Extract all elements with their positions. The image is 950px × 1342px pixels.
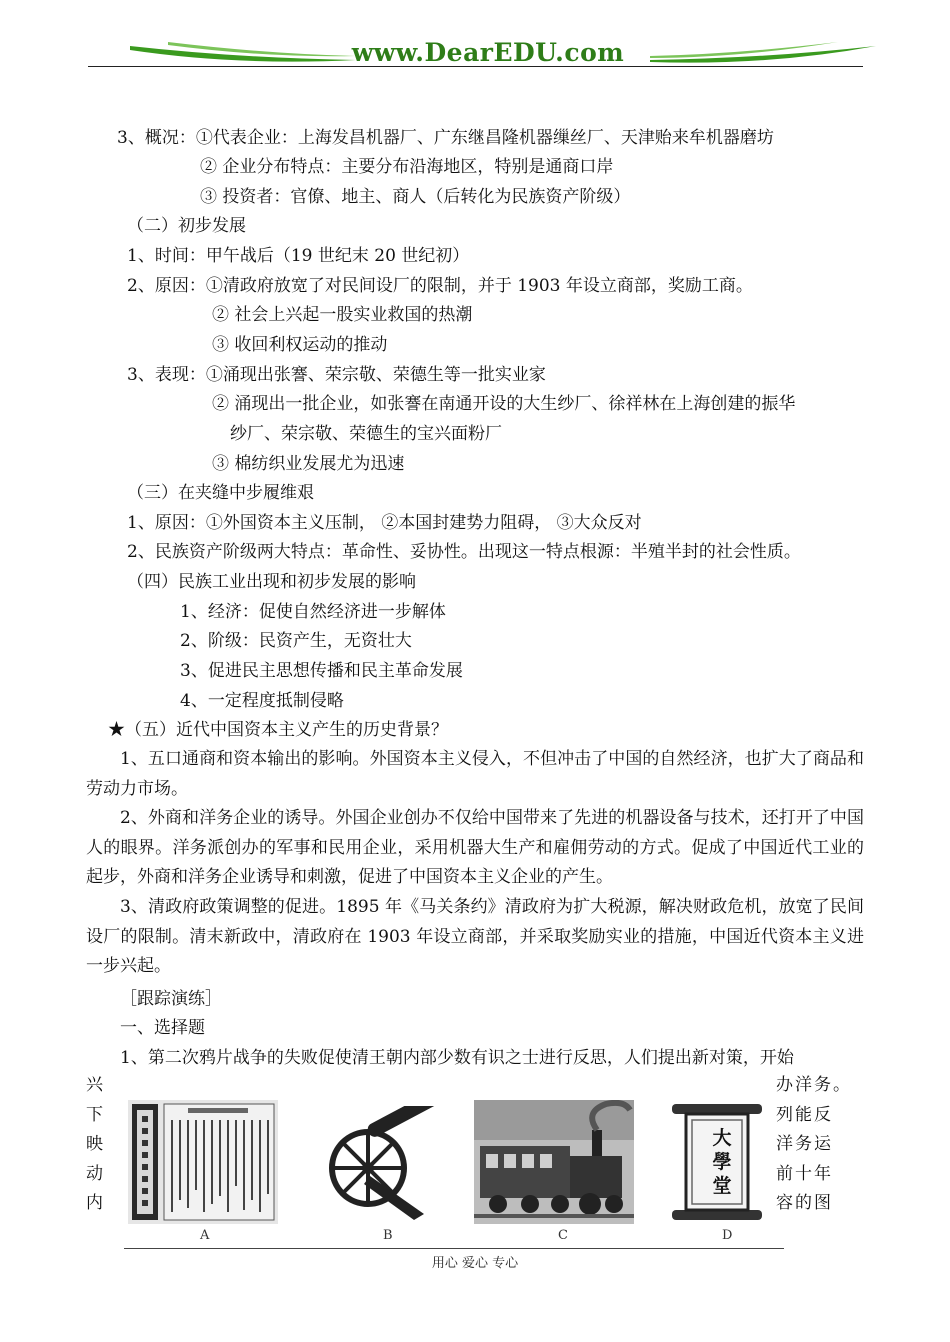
section-3-cause: 1、原因：①外国资本主义压制， ②本国封建势力阻碍， ③大众反对 <box>127 513 642 533</box>
wrap-left-char: 动 <box>86 1163 103 1184</box>
section-2-show-1: 3、表现：①涌现出张謇、荣宗敬、荣德生等一批实业家 <box>127 365 546 385</box>
wrap-right-text: 洋务运 <box>776 1134 833 1155</box>
overview-investors: ③ 投资者：官僚、地主、商人（后转化为民族资产阶级） <box>200 187 631 207</box>
option-b-cannon-image <box>320 1106 460 1224</box>
section-2-cause-1: 2、原因：①清政府放宽了对民间设厂的限制，并于 1903 年设立商部，奖励工商。 <box>127 276 753 296</box>
green-swoosh-right-icon <box>648 36 878 70</box>
section-2-cause-3: ③ 收回利权运动的推动 <box>212 335 388 355</box>
background-paragraph-1: 1、五口通商和资本输出的影响。外国资本主义侵入，不但冲击了中国的自然经济，也扩大了商品和劳动力市场。 <box>86 749 864 799</box>
question-1-line-1: 1、第二次鸦片战争的失败促使清王朝内部少数有识之士进行反思，人们提出新对策，开始 <box>120 1048 794 1068</box>
option-c-train-image <box>474 1100 634 1224</box>
background-paragraph-3: 3、清政府政策调整的促进。1895 年《马关条约》清政府为扩大税源，解决财政危机，放宽了民间设厂的限制。清末新政中，清政府在 1903 年设立商部，并采取奖励实业的措施，中国近代资本主义进一步兴起。 <box>86 897 864 977</box>
option-c-label[interactable]: C <box>558 1228 568 1243</box>
section-3-title: （三）在夹缝中步履维艰 <box>127 483 314 503</box>
question-figure <box>124 1098 784 1250</box>
wrap-left-char: 下 <box>86 1104 103 1125</box>
green-swoosh-left-icon <box>128 36 358 70</box>
option-a-label[interactable]: A <box>200 1228 210 1243</box>
exercise-heading: ［跟踪演练］ <box>120 989 222 1009</box>
section-2-show-3: ③ 棉纺织业发展尤为迅速 <box>212 454 405 474</box>
section-2-show-2a: ② 涌现出一批企业，如张謇在南通开设的大生纱厂、徐祥林在上海创建的振华 <box>212 394 796 414</box>
wrap-left-char: 映 <box>86 1134 103 1155</box>
section-4-item-1: 1、经济：促使自然经济进一步解体 <box>180 602 446 622</box>
site-logo[interactable]: www.DearEDU.com <box>351 38 625 67</box>
header-divider <box>88 66 863 67</box>
option-b-label[interactable]: B <box>383 1228 393 1243</box>
section-4-item-4: 4、一定程度抵制侵略 <box>180 691 344 711</box>
page-footer: 用心 爱心 专心 <box>431 1256 519 1271</box>
question-wrap-right <box>776 1071 864 1219</box>
section-2-cause-2: ② 社会上兴起一股实业救国的热潮 <box>212 305 473 325</box>
background-paragraph-2: 2、外商和洋务企业的诱导。外国企业创办不仅给中国带来了先进的机器设备与技术，还打开了中国人的眼界。洋务派创办的军事和民用企业，采用机器大生产和雇佣劳动的方式。促成了中国近代工业的起步，外商和洋务企业诱导和刺激，促进了中国资本主义企业的产生。 <box>86 808 864 888</box>
section-5-title: ★（五）近代中国资本主义产生的历史背景？ <box>108 720 448 740</box>
wrap-left-char: 兴 <box>86 1075 103 1095</box>
wrap-right-text: 列能反 <box>776 1104 833 1125</box>
option-a-document-image <box>128 1100 278 1224</box>
section-4-item-2: 2、阶级：民资产生，无资壮大 <box>180 631 412 651</box>
figure-bottom-rule <box>124 1248 784 1249</box>
overview-distribution: ② 企业分布特点：主要分布沿海地区，特别是通商口岸 <box>200 157 614 177</box>
option-d-label[interactable]: D <box>722 1228 733 1243</box>
wrap-right-text: 办洋务。 <box>776 1075 852 1095</box>
exercise-type: 一、选择题 <box>120 1018 205 1038</box>
overview-line: 3、概况：①代表企业：上海发昌机器厂、广东继昌隆机器缫丝厂、天津贻来牟机器磨坊 <box>117 128 774 148</box>
wrap-right-text: 前十年 <box>776 1163 833 1184</box>
section-2-time: 1、时间：甲午战后（19 世纪末 20 世纪初） <box>127 246 470 266</box>
section-2-show-2b: 纱厂、荣宗敬、荣德生的宝兴面粉厂 <box>230 424 502 444</box>
plaque-text: 大學堂 <box>712 1127 732 1197</box>
section-3-feature: 2、民族资产阶级两大特点：革命性、妥协性。出现这一特点根源：半殖半封的社会性质。 <box>127 542 801 562</box>
section-2-title: （二）初步发展 <box>127 216 246 236</box>
section-4-item-3: 3、促进民主思想传播和民主革命发展 <box>180 661 463 681</box>
wrap-right-text: 容的图 <box>776 1193 833 1214</box>
wrap-left-char: 内 <box>86 1193 103 1214</box>
page-header <box>88 28 863 72</box>
question-wrap-left <box>86 1071 103 1219</box>
section-4-title: （四）民族工业出现和初步发展的影响 <box>127 572 416 592</box>
